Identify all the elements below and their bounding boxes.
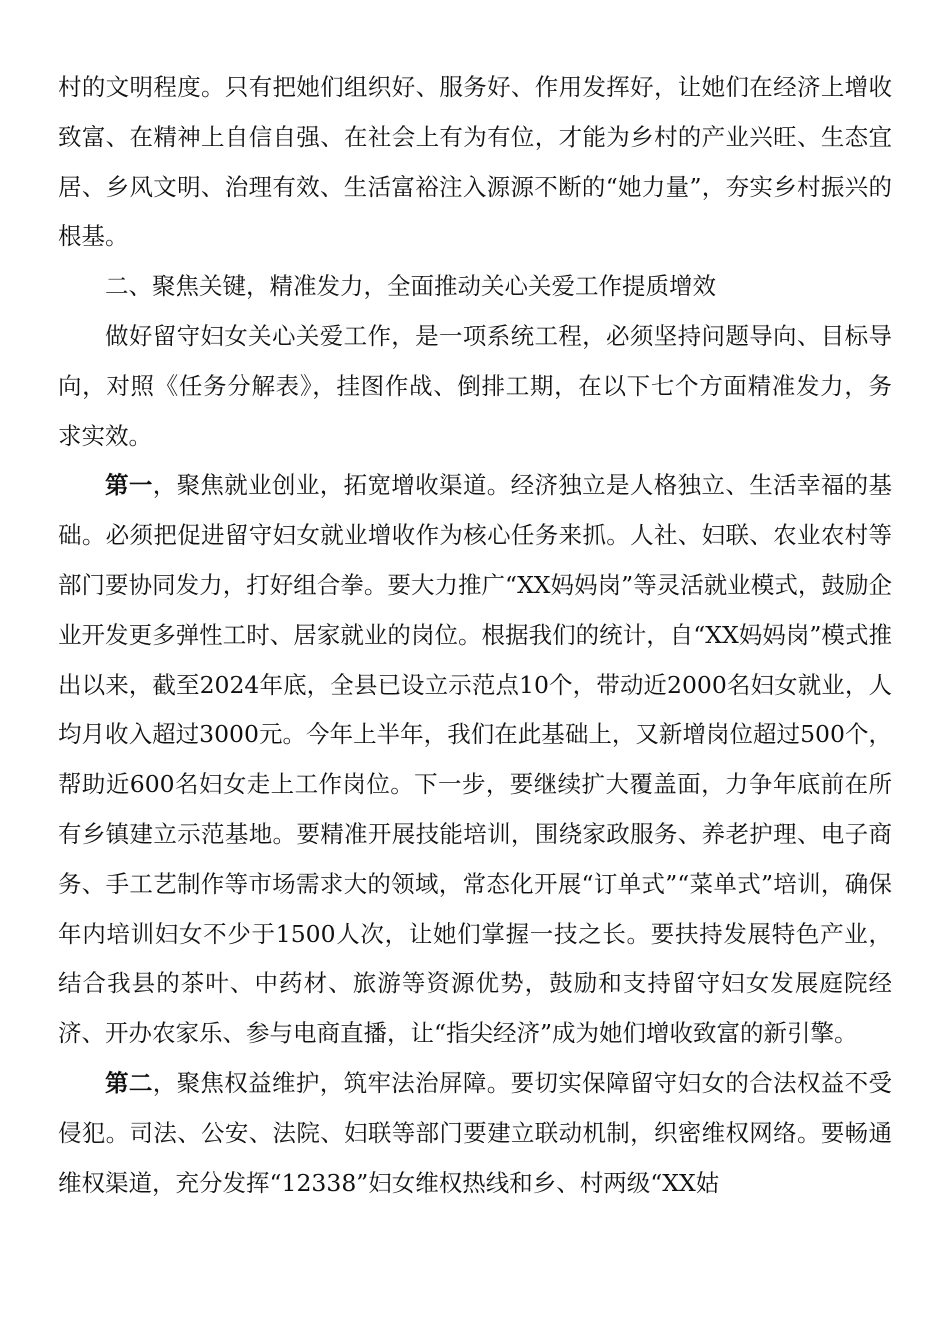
paragraph-text: 村的文明程度。只有把她们组织好、服务好、作用发挥好，让她们在经济上增收致富、在精神上自信自强、在社会上有为有位，才能为乡村的产业兴旺、生态宜居、乡风文明、治理有效、生活富裕注入源源不断的“她力量”，夯实乡村振兴的根基。 — [58, 73, 892, 251]
paragraph-text: ，聚焦权益维护，筑牢法治屏障。要切实保障留守妇女的合法权益不受侵犯。司法、公安、法院、妇联等部门要建立联动机制，织密维权网络。要畅通维权渠道，充分发挥“12338”妇女维权热线和乡、村两级“XX姑 — [58, 1068, 892, 1197]
paragraph-intro-continuation — [58, 63, 892, 262]
document-page — [58, 63, 892, 1208]
section-heading — [58, 262, 892, 312]
paragraph-text: ，聚焦就业创业，拓宽增收渠道。经济独立是人格独立、生活幸福的基础。必须把促进留守妇女就业增收作为核心任务来抓。人社、妇联、农业农村等部门要协同发力，打好组合拳。要大力推广“XX妈妈岗”等灵活就业模式，鼓励企业开发更多弹性工时、居家就业的岗位。根据我们的统计，自“XX妈妈岗”模式推出以来，截至2024年底，全县已设立示范点10个，带动近2000名妇女就业，人均月收入超过3000元。今年上半年，我们在此基础上，又新增岗位超过500个，帮助近600名妇女走上工作岗位。下一步，要继续扩大覆盖面，力争年底前在所有乡镇建立示范基地。要精准开展技能培训，围绕家政服务、养老护理、电子商务、手工艺制作等市场需求大的领域，常态化开展“订单式”“菜单式”培训，确保年内培训妇女不少于1500人次，让她们掌握一技之长。要扶持发展特色产业，结合我县的茶叶、中药材、旅游等资源优势，鼓励和支持留守妇女发展庭院经济、开办农家乐、参与电商直播，让“指尖经济”成为她们增收致富的新引擎。 — [58, 471, 892, 1048]
paragraph-text: 做好留守妇女关心关爱工作，是一项系统工程，必须坚持问题导向、目标导向，对照《任务分解表》，挂图作战、倒排工期，在以下七个方面精准发力，务求实效。 — [58, 321, 892, 450]
section-heading-text: 二、聚焦关键，精准发力，全面推动关心关爱工作提质增效 — [105, 272, 716, 301]
paragraph-lead-label: 第一 — [105, 471, 153, 500]
paragraph-overview — [58, 312, 892, 461]
paragraph-second-point — [58, 1059, 892, 1208]
paragraph-lead-label: 第二 — [105, 1068, 153, 1097]
paragraph-first-point — [58, 461, 892, 1059]
